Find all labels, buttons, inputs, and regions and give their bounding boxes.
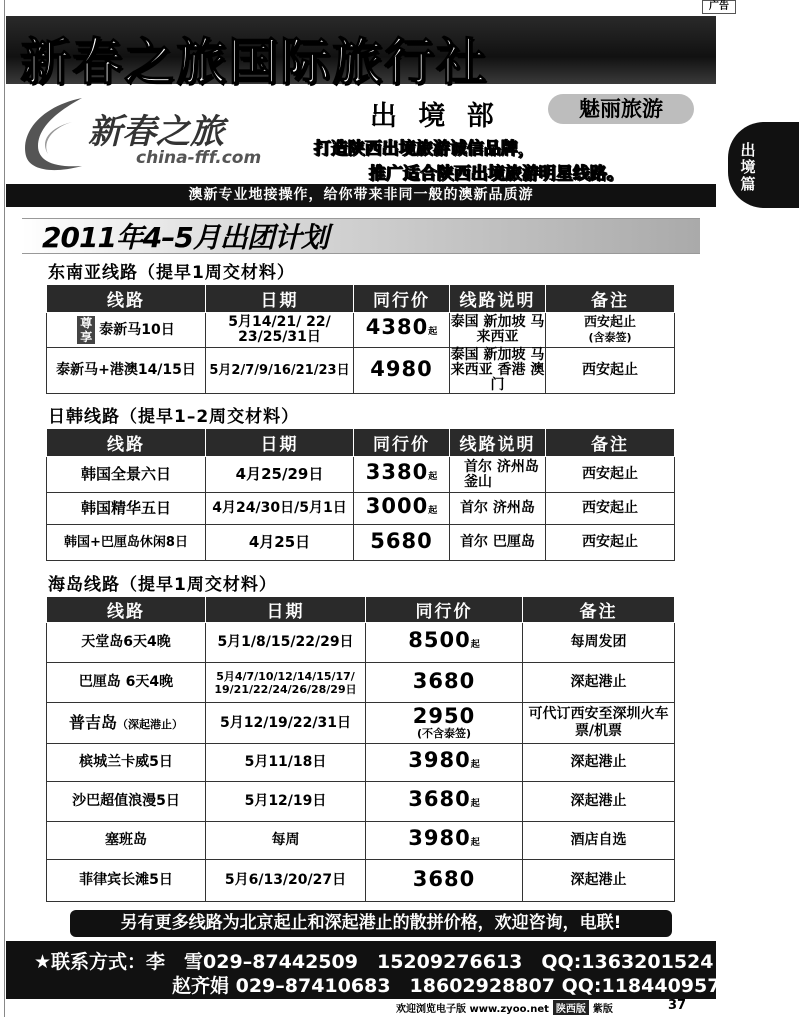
header-desc: 线路说明	[450, 429, 546, 457]
date-cell: 5月1/8/15/22/29日	[206, 623, 366, 663]
remark-cell: 深起港止	[523, 860, 675, 902]
section-title-sea: 东南亚线路（提早1周交材料）	[48, 263, 295, 283]
desc-cell: 泰国 新加坡 马来西亚	[450, 313, 546, 348]
header-desc: 线路说明	[450, 285, 546, 313]
plan-title: 2011年4–5月出团计划	[42, 221, 328, 254]
date-cell: 5月4/7/10/12/14/15/17/ 19/21/22/24/26/28/29日	[206, 663, 366, 703]
badge: 尊享	[77, 316, 95, 344]
remark-text: 西安起止	[583, 315, 636, 330]
side-tab-label: 出境篇	[740, 141, 756, 193]
route-cell: 韩国精华五日	[47, 493, 206, 525]
price-cell	[354, 348, 450, 394]
price-suffix: 起	[428, 505, 438, 516]
price-value: 5680	[370, 528, 433, 553]
header-remark: 备注	[546, 429, 675, 457]
date-cell: 5月11/18日	[206, 744, 366, 782]
price-cell	[366, 860, 523, 902]
price-suffix: 起	[470, 798, 480, 809]
price-suffix: 起	[470, 759, 480, 770]
price-suffix: 起	[470, 639, 480, 650]
banner	[6, 16, 716, 91]
price-value: 3000	[365, 493, 429, 518]
remark-cell: 可代订西安至深圳火车票/机票	[523, 703, 675, 744]
footer	[396, 1000, 613, 1015]
contact-line-2: 赵齐娟 029–87410683 18602928807 QQ:1184409578	[172, 975, 734, 997]
table-row	[47, 348, 675, 394]
table-header	[47, 285, 675, 313]
contact-line-1	[34, 947, 714, 974]
price-cell	[354, 457, 450, 493]
price-value: 8500	[408, 627, 471, 652]
price-cell	[354, 525, 450, 561]
price-suffix: 起	[428, 327, 438, 337]
slogan-line-1: 打造陕西出境旅游诚信品牌，	[314, 139, 535, 159]
ad-tag: 广告	[702, 0, 736, 14]
route-cell: 槟城兰卡威5日	[47, 744, 206, 782]
header-route: 线路	[47, 285, 206, 313]
price-cell	[366, 703, 523, 744]
route-note: （深起港止）	[117, 717, 183, 731]
price-cell	[366, 663, 523, 703]
jk-table	[46, 428, 675, 561]
header-price: 同行价	[366, 597, 523, 623]
date-cell: 4月25/29日	[206, 457, 354, 493]
route-cell: 塞班岛	[47, 822, 206, 860]
date-cell: 5月12/19/22/31日	[206, 703, 366, 744]
section-title-island: 海岛线路（提早1周交材料）	[48, 575, 277, 595]
table-header	[47, 429, 675, 457]
table-row	[47, 623, 675, 663]
date-cell: 5月14/21/ 22/ 23/25/31日	[206, 313, 354, 348]
header-date: 日期	[206, 429, 354, 457]
footer-text: 欢迎浏览电子版 www.zyoo.net	[396, 1004, 549, 1015]
header-price: 同行价	[354, 285, 450, 313]
header-price: 同行价	[354, 429, 450, 457]
table-row	[47, 525, 675, 561]
tagline-pill: 魅丽旅游	[548, 94, 694, 124]
price-suffix: 起	[470, 837, 480, 848]
price-value: 3680	[408, 786, 471, 811]
price-value: 3680	[412, 866, 476, 891]
price-value: 3680	[412, 668, 476, 693]
remark-cell	[546, 313, 675, 348]
price-value: 4380	[365, 315, 429, 339]
contact-label: ★联系方式：	[34, 951, 147, 973]
sea-table	[46, 284, 675, 394]
table-row	[47, 782, 675, 822]
contact-line-1-text: 李 雪029–87442509 15209276613 QQ:1363201524	[146, 951, 714, 973]
table-row	[47, 457, 675, 493]
banner-title: 新春之旅国际旅行社	[20, 33, 488, 91]
logo-name: 新春之旅	[88, 112, 224, 152]
route-name: 普吉岛	[68, 712, 117, 732]
price-cell	[366, 623, 523, 663]
service-strip: 澳新专业地接操作，给你带来非同一般的澳新品质游	[6, 184, 716, 207]
price-cell	[366, 822, 523, 860]
date-cell: 每周	[206, 822, 366, 860]
desc-cell: 首尔 济州岛 釜山	[450, 457, 546, 493]
route-cell: 沙巴超值浪漫5日	[47, 782, 206, 822]
header-date: 日期	[206, 285, 354, 313]
footer-color: 紫版	[592, 1004, 613, 1015]
header-remark: 备注	[546, 285, 675, 313]
table-row	[47, 493, 675, 525]
header-route: 线路	[47, 429, 206, 457]
remark-cell: 西安起止	[546, 348, 675, 394]
route-cell: 巴厘岛 6天4晚	[47, 663, 206, 703]
remark-cell: 西安起止	[546, 525, 675, 561]
date-cell: 4月24/30日/5月1日	[206, 493, 354, 525]
island-table	[46, 596, 675, 902]
table-header	[47, 597, 675, 623]
header-date: 日期	[206, 597, 366, 623]
desc-cell: 首尔 济州岛	[450, 493, 546, 525]
section-title-jk: 日韩线路（提早1–2周交材料）	[48, 407, 300, 427]
route-cell: 韩国+巴厘岛休闲8日	[47, 525, 206, 561]
price-suffix: 起	[428, 471, 438, 482]
price-note: (不含泰签)	[416, 726, 472, 740]
route-cell	[47, 313, 206, 348]
page-number: 37	[668, 998, 687, 1013]
price-value: 3980	[408, 747, 471, 772]
route-cell: 菲律宾长滩5日	[47, 860, 206, 902]
remark-cell: 西安起止	[546, 493, 675, 525]
date-cell: 4月25日	[206, 525, 354, 561]
table-row	[47, 663, 675, 703]
slogan-line-2: 推广适合陕西出境旅游明星线路。	[369, 164, 624, 184]
remark-subtext: (含泰签)	[588, 331, 632, 344]
price-value: 3980	[408, 825, 471, 850]
remark-cell: 西安起止	[546, 457, 675, 493]
price-value: 4980	[370, 356, 433, 381]
footer-edition: 陕西版	[553, 1000, 589, 1015]
price-cell	[354, 493, 450, 525]
route-cell	[47, 703, 206, 744]
date-cell: 5月12/19日	[206, 782, 366, 822]
route-cell: 韩国全景六日	[47, 457, 206, 493]
price-cell	[354, 313, 450, 348]
price-value: 3380	[365, 459, 429, 484]
price-cell	[366, 782, 523, 822]
remark-cell: 酒店自选	[523, 822, 675, 860]
price-value: 2950	[412, 703, 476, 728]
table-row	[47, 313, 675, 348]
contact-panel	[6, 941, 734, 999]
remark-cell: 深起港止	[523, 782, 675, 822]
remark-cell: 深起港止	[523, 744, 675, 782]
remark-cell: 每周发团	[523, 623, 675, 663]
price-cell	[366, 744, 523, 782]
remark-cell: 深起港止	[523, 663, 675, 703]
header-route: 线路	[47, 597, 206, 623]
date-cell: 5月6/13/20/27日	[206, 860, 366, 902]
table-row	[47, 860, 675, 902]
header-remark: 备注	[523, 597, 675, 623]
table-row	[47, 744, 675, 782]
table-row	[47, 703, 675, 744]
route-cell: 天堂岛6天4晚	[47, 623, 206, 663]
date-cell: 5月2/7/9/16/21/23日	[206, 348, 354, 394]
table-row	[47, 822, 675, 860]
logo-url: china-fff.com	[136, 148, 262, 168]
route-name: 泰新马10日	[99, 322, 175, 338]
route-cell: 泰新马+港澳14/15日	[47, 348, 206, 394]
department-title: 出 境 部	[370, 101, 500, 132]
desc-cell: 首尔 巴厘岛	[450, 525, 546, 561]
desc-cell: 泰国 新加坡 马来西亚 香港 澳门	[450, 347, 545, 393]
more-routes-banner: 另有更多线路为北京起止和深起港止的散拼价格，欢迎咨询，电联!	[70, 910, 672, 937]
